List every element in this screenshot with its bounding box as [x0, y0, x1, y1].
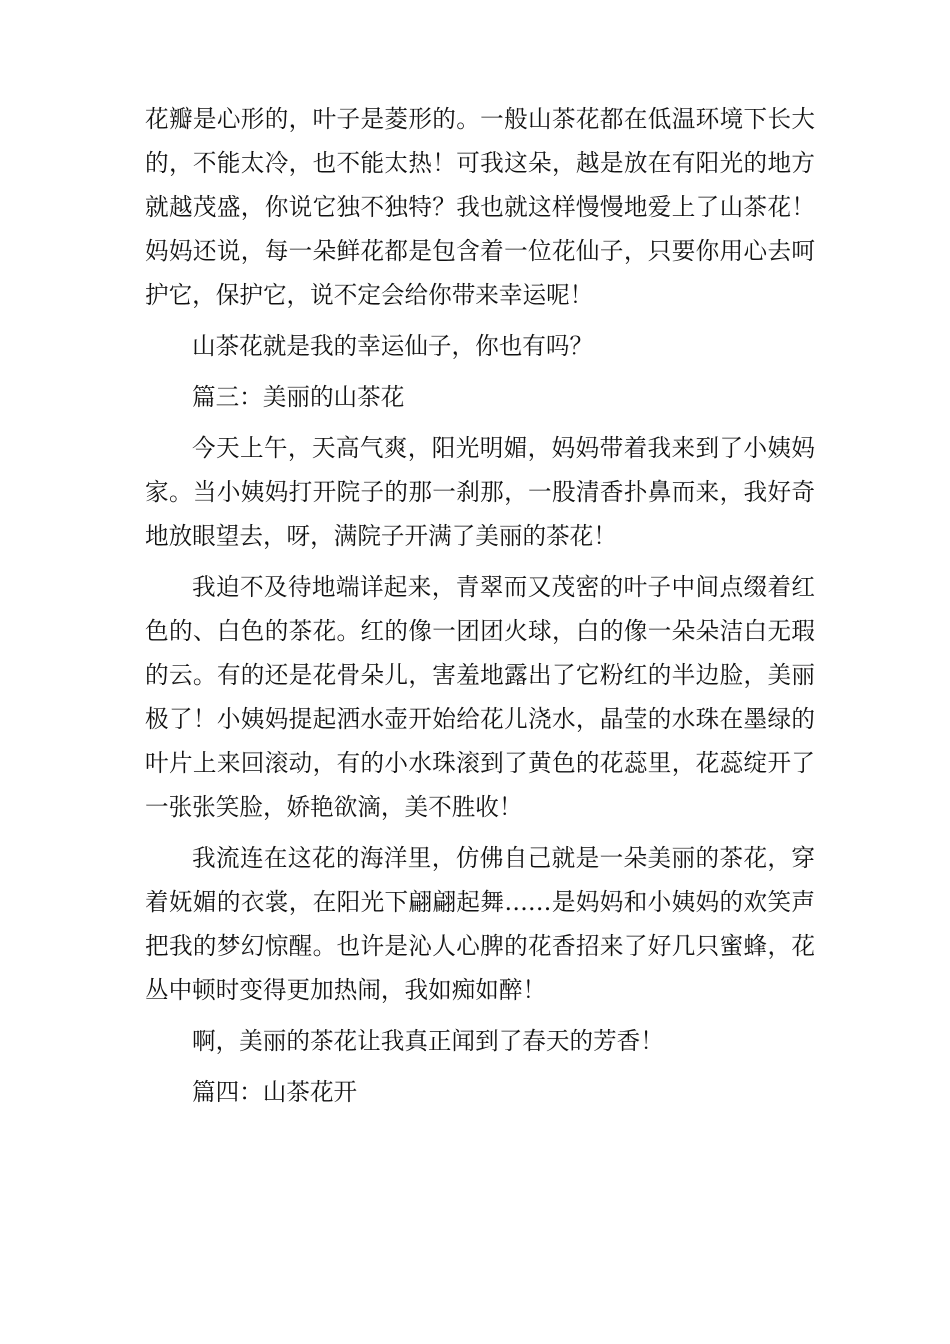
paragraph-continued: 花瓣是心形的，叶子是菱形的。一般山茶花都在低温环境下长大的，不能太冷，也不能太热！可我这朵，越是放在有阳光的地方就越茂盛，你说它独不独特？我也就这样慢慢地爱上了山茶花！妈妈还说，每一朵鲜花都是包含着一位花仙子，只要你用心去呵护它，保护它，说不定会给你带来幸运呢！	[145, 105, 815, 309]
paragraph-lucky-fairy: 山茶花就是我的幸运仙子，你也有吗？	[192, 332, 594, 360]
paragraph-spring-fragrance: 啊，美丽的茶花让我真正闻到了春天的芳香！	[192, 1027, 664, 1055]
paragraph-description: 我迫不及待地端详起来，青翠而又茂密的叶子中间点缀着红色的、白色的茶花。红的像一团团火球，白的像一朵朵洁白无瑕的云。有的还是花骨朵儿，害羞地露出了它粉红的半边脸，美丽极了！小姨妈提起洒水壶开始给花儿浇水，晶莹的水珠在墨绿的叶片上来回滚动，有的小水珠滚到了黄色的花蕊里，花蕊绽开了一张张笑脸，娇艳欲滴，美不胜收！	[145, 573, 815, 821]
section-heading-part-three: 篇三：美丽的山茶花	[192, 383, 405, 411]
document-body	[145, 97, 815, 1121]
paragraph-visit: 今天上午，天高气爽，阳光明媚，妈妈带着我来到了小姨妈家。当小姨妈打开院子的那一刹那，一股清香扑鼻而来，我好奇地放眼望去，呀，满院子开满了美丽的茶花！	[145, 434, 815, 550]
paragraph-flower-sea: 我流连在这花的海洋里，仿佛自己就是一朵美丽的茶花，穿着妩媚的衣裳，在阳光下翩翩起舞……是妈妈和小姨妈的欢笑声把我的梦幻惊醒。也许是沁人心脾的花香招来了好几只蜜蜂，花丛中顿时变得更加热闹，我如痴如醉！	[145, 844, 815, 1004]
section-heading-part-four: 篇四：山茶花开	[192, 1078, 358, 1106]
